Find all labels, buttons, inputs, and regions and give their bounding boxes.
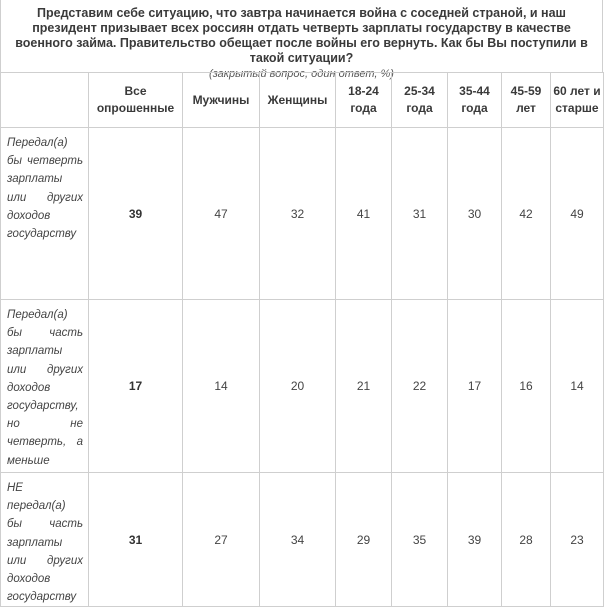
column-header: Женщины <box>260 73 336 128</box>
column-header: 35-44 года <box>448 73 502 128</box>
value-cell: 35 <box>392 473 448 607</box>
value-cell: 30 <box>448 128 502 300</box>
value-cell: 47 <box>183 128 260 300</box>
value-cell: 29 <box>336 473 392 607</box>
column-header: 25-34 года <box>392 73 448 128</box>
value-cell: 20 <box>260 300 336 473</box>
column-header: 45-59 лет <box>502 73 551 128</box>
column-header: 60 лет и старше <box>551 73 604 128</box>
value-cell: 16 <box>502 300 551 473</box>
table-row <box>1 473 604 607</box>
value-cell: 49 <box>551 128 604 300</box>
survey-question: Представим себе ситуацию, что завтра начинается война с соседней страной, и наш президент призывает всех россиян отдать четверть зарплаты государству в качестве военного займа. Правительство обещает после войны его вернуть. Как бы Вы поступили в такой ситуации? <box>15 6 588 65</box>
value-cell-total: 17 <box>89 300 183 473</box>
value-cell: 31 <box>392 128 448 300</box>
value-cell: 42 <box>502 128 551 300</box>
value-cell-total: 31 <box>89 473 183 607</box>
value-cell: 17 <box>448 300 502 473</box>
row-label: Передал(а) бы часть зарплаты или других доходов государству, но не четверть, а меньше <box>1 300 89 473</box>
value-cell: 14 <box>551 300 604 473</box>
value-cell: 22 <box>392 300 448 473</box>
value-cell: 41 <box>336 128 392 300</box>
header-empty-cell <box>1 73 89 128</box>
value-cell: 32 <box>260 128 336 300</box>
row-label: Передал(а) бы четверть зарплаты или других доходов государству <box>1 128 89 300</box>
value-cell: 28 <box>502 473 551 607</box>
column-header: 18-24 года <box>336 73 392 128</box>
value-cell: 23 <box>551 473 604 607</box>
value-cell: 27 <box>183 473 260 607</box>
survey-header <box>0 0 603 80</box>
column-header: Все опрошенные <box>89 73 183 128</box>
question-type-note: (закрытый вопрос, один ответ, %) <box>209 68 394 80</box>
row-label: НЕ передал(а) бы часть зарплаты или других доходов государству <box>1 473 89 607</box>
value-cell: 21 <box>336 300 392 473</box>
column-header: Мужчины <box>183 73 260 128</box>
table-row <box>1 128 604 300</box>
results-table <box>0 72 604 607</box>
value-cell: 34 <box>260 473 336 607</box>
value-cell: 39 <box>448 473 502 607</box>
table-header-row <box>1 73 604 128</box>
value-cell-total: 39 <box>89 128 183 300</box>
table-row <box>1 300 604 473</box>
value-cell: 14 <box>183 300 260 473</box>
